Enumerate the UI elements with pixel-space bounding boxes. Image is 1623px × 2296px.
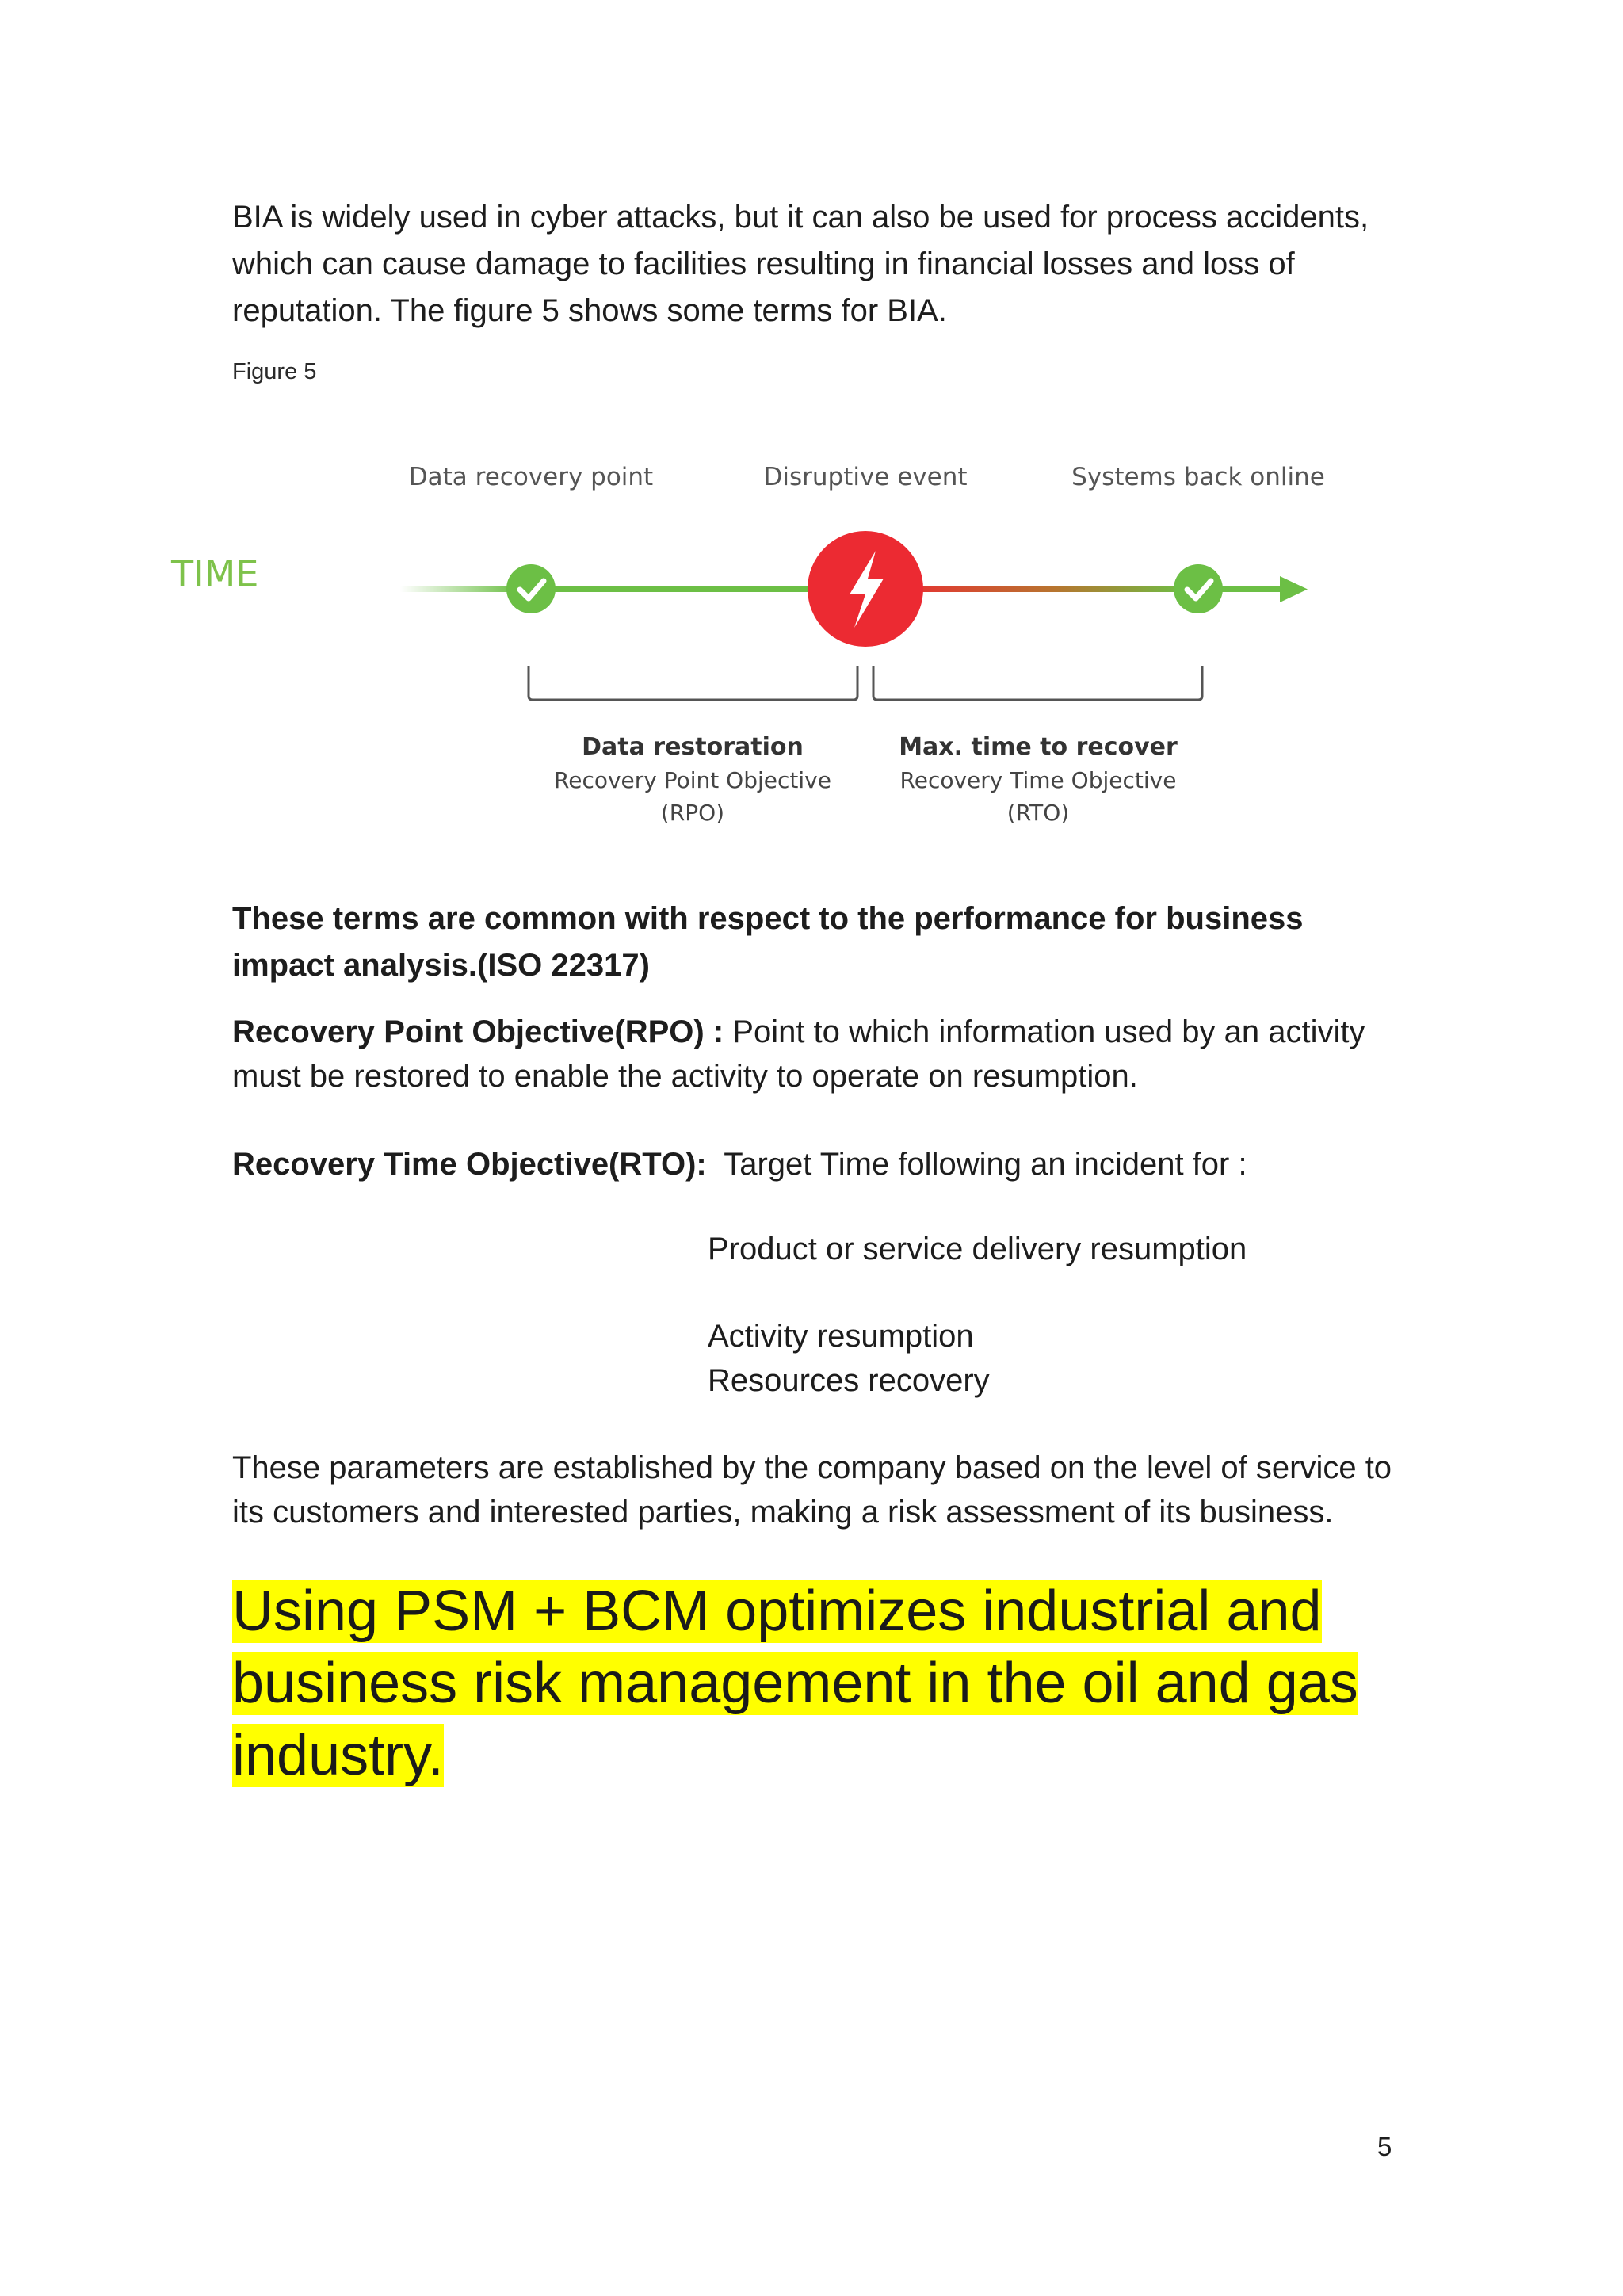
- rpo-line2: (RPO): [660, 800, 725, 826]
- bia-timeline-figure: [171, 452, 1355, 848]
- time-label: TIME: [171, 552, 259, 595]
- rpo-definition: Point to which information used by an activity must be restored to enable the activity to operate on resumption.: [232, 1014, 1365, 1094]
- figure-caption: Figure 5: [232, 359, 317, 384]
- rpo-term: Recovery Point Objective(RPO) :: [232, 1014, 724, 1049]
- rpo-line1: Recovery Point Objective: [554, 767, 831, 793]
- rto-title: Max. time to recover: [899, 733, 1178, 761]
- data-recovery-point-label: Data recovery point: [408, 463, 654, 491]
- highlighted-conclusion-text: Using PSM + BCM optimizes industrial and business risk management in the oil and gas industry.: [232, 1580, 1358, 1787]
- rto-line1: Recovery Time Objective: [899, 767, 1177, 793]
- rpo-paragraph: [232, 1010, 1405, 1098]
- rto-bracket: [873, 666, 1202, 700]
- rpo-bracket: [529, 666, 857, 700]
- rto-item-resources: Resources recovery: [708, 1363, 990, 1398]
- rto-line2: (RTO): [1006, 800, 1070, 826]
- systems-back-online-label: Systems back online: [1071, 463, 1325, 491]
- timeline-red-green-segment: [888, 586, 1189, 592]
- timeline-fade-segment: [400, 586, 519, 592]
- rto-item-product-service: Product or service delivery resumption: [708, 1232, 1247, 1266]
- rto-paragraph: [232, 1141, 1405, 1188]
- lightning-icon: [808, 531, 923, 647]
- disruptive-event-label: Disruptive event: [763, 463, 968, 491]
- page-number: 5: [1377, 2132, 1392, 2161]
- rto-item-activity: Activity resumption: [708, 1319, 974, 1354]
- intro-paragraph: BIA is widely used in cyber attacks, but it can also be used for process accidents, which can cause damage to facilities resulting in financial losses and loss of reputation. The figure 5 shows some terms for BIA.: [232, 200, 1369, 328]
- terms-heading: These terms are common with respect to the performance for business impact analysis.(ISO 22317): [232, 901, 1304, 983]
- arrow-right-icon: [1280, 576, 1308, 602]
- rpo-title: Data restoration: [582, 733, 804, 761]
- check-icon: [506, 564, 556, 613]
- rto-term: Recovery Time Objective(RTO):: [232, 1147, 707, 1182]
- check-icon: [1174, 564, 1223, 613]
- parameters-paragraph: These parameters are established by the company based on the level of service to its customers and interested parties, making a risk assessment of its business.: [232, 1450, 1392, 1530]
- highlighted-conclusion: [232, 1576, 1405, 1792]
- rto-definition: Target Time following an incident for :: [706, 1147, 1247, 1182]
- timeline-green-segment: [531, 586, 848, 592]
